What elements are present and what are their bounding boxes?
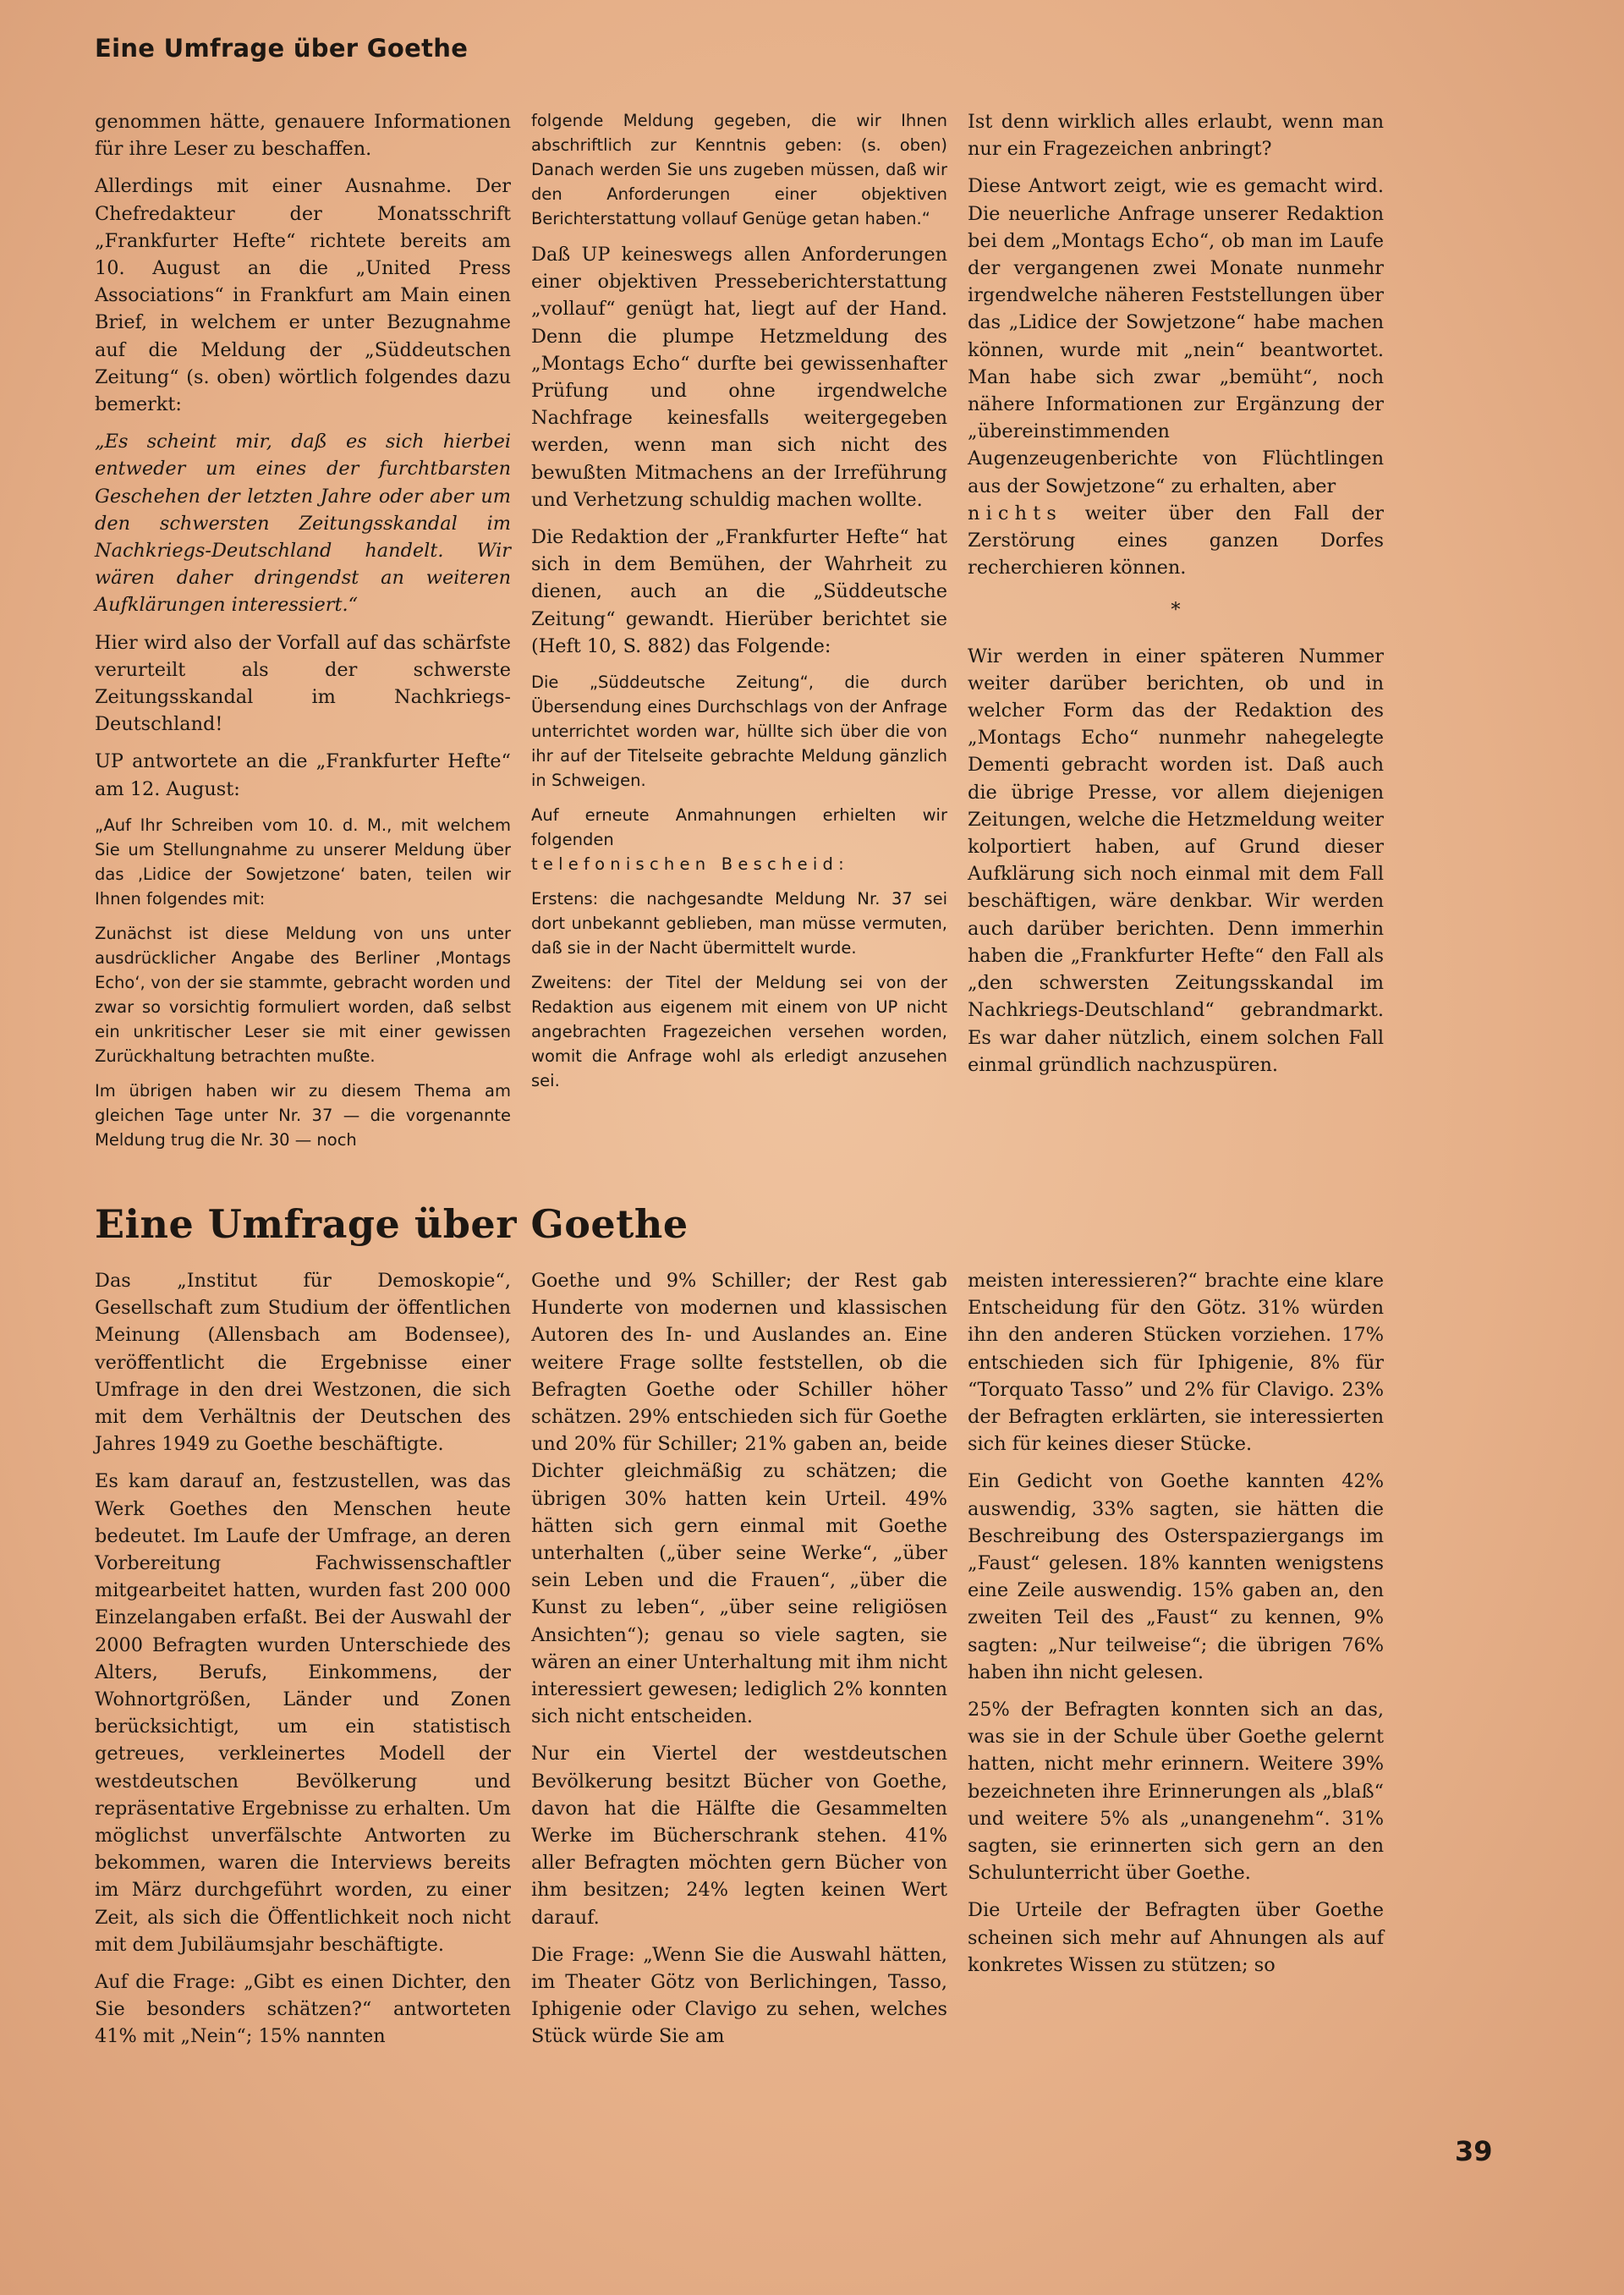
paragraph: Hier wird also der Vorfall auf das schärfste verurteilt als der schwerste Zeitungsskandal im Nachkriegs-Deutschland! bbox=[95, 631, 511, 736]
paragraph: Ein Gedicht von Goethe kannten 42% auswendig, 33% sagten, sie hätten die Beschreibung des Osterspaziergangs im „Faust“ gelesen. 18% kannten wenigstens eine Zeile auswendig. 15% gaben an, den zweiten Teil des „Faust“ zu kennen, 9% sagten: „Nur teilweise“; die übrigen 76% haben ihn nicht gelesen. bbox=[968, 1470, 1384, 1683]
quoted-reply: „Auf Ihr Schreiben vom 10. d. M., mit welchem Sie um Stellungnahme zu unserer Meldung über das ‚Lidice der Sowjetzone‘ baten, teilen wir Ihnen folgendes mit: bbox=[95, 815, 511, 909]
running-head: Eine Umfrage über Goethe bbox=[95, 34, 469, 63]
paragraph: Wir werden in einer späteren Nummer weiter darüber berichten, ob und in welcher Form das der Redaktion des „Montags Echo“ nunmehr nahegelegte Dementi gebracht worden ist. Daß auch die übrige Presse, vor allem diejenigen Zeitungen, welche die Hetzmeldung weiter kolportiert haben, auf Grund dieser Aufklärung sich noch einmal mit dem Fall beschäftigen, wäre denkbar. Wir werden auch darüber berichten. Denn immerhin haben die „Frankfurter Hefte“ den Fall als „den schwersten Zeitungsskandal im Nachkriegs-Deutschland“ gebrandmarkt. Es war daher nützlich, einem solchen Fall einmal gründlich nachzuspüren. bbox=[968, 645, 1384, 1076]
top-column-3 bbox=[968, 108, 1384, 1089]
quoted-reply: folgende Meldung gegeben, die wir Ihnen abschriftlich zur Kenntnis geben: (s. oben) Danach werden Sie uns zugeben müssen, daß wir den Anforderungen einer objektiven Berichterstattung vollauf Genüge getan haben.“ bbox=[531, 111, 947, 228]
article-column-1 bbox=[95, 1267, 511, 2061]
article-column-2 bbox=[531, 1267, 947, 2061]
quoted-reply: Im übrigen haben wir zu diesem Thema am gleichen Tage unter Nr. 37 — die vorgenannte Meldung trug die Nr. 30 — noch bbox=[95, 1080, 511, 1150]
page-number: 39 bbox=[1455, 2135, 1493, 2167]
paragraph: Daß UP keineswegs allen Anforderungen einer objektiven Presseberichterstattung „vollauf“ genügt hat, liegt auf der Hand. Denn die plumpe Hetzmeldung des „Montags Echo“ durfte bei gewissenhafter Prüfung und ohne irgendwelche Nachfrage keinesfalls weitergegeben werden, wenn man sich nicht des bewußten Mitmachens an der Irreführung und Verhetzung schuldig machen wollte. bbox=[531, 244, 947, 511]
quoted-report: Erstens: die nachgesandte Meldung Nr. 37 sei dort unbekannt geblieben, man müsse vermuten, daß sie in der Nacht übermittelt wurde. bbox=[531, 889, 947, 958]
top-column-2 bbox=[531, 108, 947, 1103]
quoted-letter: „Es scheint mir, daß es sich hierbei entweder um eines der furchtbarsten Geschehen der letzten Jahre oder aber um den schwersten Zeitungsskandal im Nachkriegs-Deutschland handelt. Wir wären daher dringendst an weiteren Aufklärungen interessiert.“ bbox=[95, 431, 511, 617]
paragraph: Die Redaktion der „Frankfurter Hefte“ hat sich in dem Bemühen, der Wahrheit zu dienen, auch an die „Süddeutsche Zeitung“ gewandt. Hierüber berichtet sie (Heft 10, S. 882) das Folgende: bbox=[531, 526, 947, 657]
top-column-1 bbox=[95, 108, 511, 1162]
paragraph: Es kam darauf an, festzustellen, was das Werk Goethes den Menschen heute bedeutet. Im Laufe der Umfrage, an deren Vorbereitung Fachwissenschaftler mitgearbeitet hatten, wurden fast 200 000 Einzelangaben erfaßt. Bei der Auswahl der 2000 Befragten wurden Unterschiede des Alters, Berufs, Einkommens, der Wohnortgrößen, Länder und Zonen berücksichtigt, um ein statistisch getreues, verkleinertes Modell der westdeutschen Bevölkerung und repräsentative Ergebnisse zu erhalten. Um möglichst unverfälschte Antworten zu bekommen, waren die Interviews bereits im März durchgeführt worden, zu einer Zeit, als sich die Öffentlichkeit noch nicht mit dem Jubiläumsjahr beschäftigte. bbox=[95, 1470, 511, 1956]
spaced-word: nichts bbox=[968, 502, 1063, 524]
paragraph: genommen hätte, genauere Informationen für ihre Leser zu beschaffen. bbox=[95, 111, 511, 161]
paragraph-tail: weiter über den Fall der Zerstörung eines ganzen Dorfes recherchieren können. bbox=[968, 502, 1384, 579]
paragraph: meisten interessieren?“ brachte eine klare Entscheidung für den Götz. 31% würden ihn den anderen Stücken vorziehen. 17% entschieden sich für Iphigenie, 8% für “Torquato Tasso” und 2% für Clavigo. 23% der Befragten erklärten, sie interessierten sich für keines dieser Stücke. bbox=[968, 1270, 1384, 1456]
paragraph bbox=[968, 500, 1384, 582]
paragraph: UP antwortete an die „Frankfurter Hefte“ am 12. August: bbox=[95, 750, 511, 800]
quoted-report: Die „Süddeutsche Zeitung“, die durch Übersendung eines Durchschlags von der Anfrage unterrichtet worden war, hüllte sich über die von ihr auf der Titelseite gebrachte Meldung gänzlich in Schweigen. bbox=[531, 673, 947, 791]
article-title: Eine Umfrage über Goethe bbox=[95, 1201, 689, 1247]
paragraph: Allerdings mit einer Ausnahme. Der Chefredakteur der Monatsschrift „Frankfurter Hefte“ richtete bereits am 10. August an die „United Press Associations“ in Frankfurt am Main einen Brief, in welchem er unter Bezugnahme auf die Meldung der „Süddeutschen Zeitung“ (s. oben) wörtlich folgendes dazu bemerkt: bbox=[95, 175, 511, 416]
paragraph: Ist denn wirklich alles erlaubt, wenn man nur ein Fragezeichen anbringt? bbox=[968, 111, 1384, 161]
paragraph: Nur ein Viertel der westdeutschen Bevölkerung besitzt Bücher von Goethe, davon hat die Hälfte die Gesammelten Werke im Bücherschrank stehen. 41% aller Befragten möchten gern Bücher von ihm besitzen; 24% legten keinen Wert darauf. bbox=[531, 1743, 947, 1929]
quoted-reply: Zunächst ist diese Meldung von uns unter ausdrücklicher Angabe des Berliner ‚Montags Echo‘, von der sie stammte, gebracht worden und zwar so vorsichtig formuliert worden, daß selbst ein unkritischer Leser sie mit einer gewissen Zurückhaltung betrachten mußte. bbox=[95, 923, 511, 1066]
paragraph: Auf die Frage: „Gibt es einen Dichter, den Sie besonders schätzen?“ antworteten 41% mit „Nein“; 15% nannten bbox=[95, 1971, 511, 2048]
spaced-phrase: telefonischen Bescheid: bbox=[531, 854, 849, 875]
paragraph: 25% der Befragten konnten sich an das, was sie in der Schule über Goethe gelernt hatten, nicht mehr erinnern. Weitere 39% bezeichneten ihre Erinnerungen als „blaß“ und weitere 5% als „unangenehm“. 31% sagten, sie erinnerten sich gern an den Schulunterricht über Goethe. bbox=[968, 1699, 1384, 1885]
paragraph: Die Frage: „Wenn Sie die Auswahl hätten, im Theater Götz von Berlichingen, Tasso, Iphigenie oder Clavigo zu sehen, welches Stück würde Sie am bbox=[531, 1943, 947, 2048]
article-column-3 bbox=[968, 1267, 1384, 1989]
quoted-report: Zweitens: der Titel der Meldung sei von der Redaktion aus eigenem mit einem von UP nicht angebrachten Fragezeichen versehen worden, womit die Anfrage wohl als erledigt anzusehen sei. bbox=[531, 973, 947, 1091]
quoted-report: Auf erneute Anmahnungen erhielten wir folgenden bbox=[531, 805, 947, 850]
paragraph: Goethe und 9% Schiller; der Rest gab Hunderte von modernen und klassischen Autoren des In- und Auslandes an. Eine weitere Frage sollte feststellen, ob die Befragten Goethe oder Schiller höher schätzen. 29% entschieden sich für Goethe und 20% für Schiller; 21% gaben an, beide Dichter gleichmäßig zu schätzen; die übrigen 30% hatten kein Urteil. 49% hätten sich gern einmal mit Goethe unterhalten („über seine Werke“, „über sein Leben und die Frauen“, „über die Kunst zu leben“, „über seine religiösen Ansichten“); genau so viele sagten, sie wären an einer Unterhaltung mit ihm nicht interessiert gewesen; lediglich 2% konnten sich nicht entscheiden. bbox=[531, 1270, 947, 1728]
paragraph: Das „Institut für Demoskopie“, Gesellschaft zum Studium der öffentlichen Meinung (Allensbach am Bodensee), veröffentlicht die Ergebnisse einer Umfrage in den drei Westzonen, die sich mit dem Verhältnis der Deutschen des Jahres 1949 zu Goethe beschäftigte. bbox=[95, 1270, 511, 1456]
paragraph: Diese Antwort zeigt, wie es gemacht wird. Die neuerliche Anfrage unserer Redaktion bei dem „Montags Echo“, ob man im Laufe der vergangenen zwei Monate nunmehr irgendwelche näheren Feststellungen über das „Lidice der Sowjetzone“ habe machen können, wurde mit „nein“ beantwortet. Man habe sich zwar „bemüht“, noch nähere Informationen zur Ergänzung der „übereinstimmenden Augenzeugenberichte von Flüchtlingen aus der Sowjetzone“ zu erhalten, aber bbox=[968, 175, 1384, 497]
paragraph: Die Urteile der Befragten über Goethe scheinen sich mehr auf Ahnungen als auf konkretes Wissen zu stützen; so bbox=[968, 1899, 1384, 1976]
section-asterisk: * bbox=[1171, 599, 1181, 622]
